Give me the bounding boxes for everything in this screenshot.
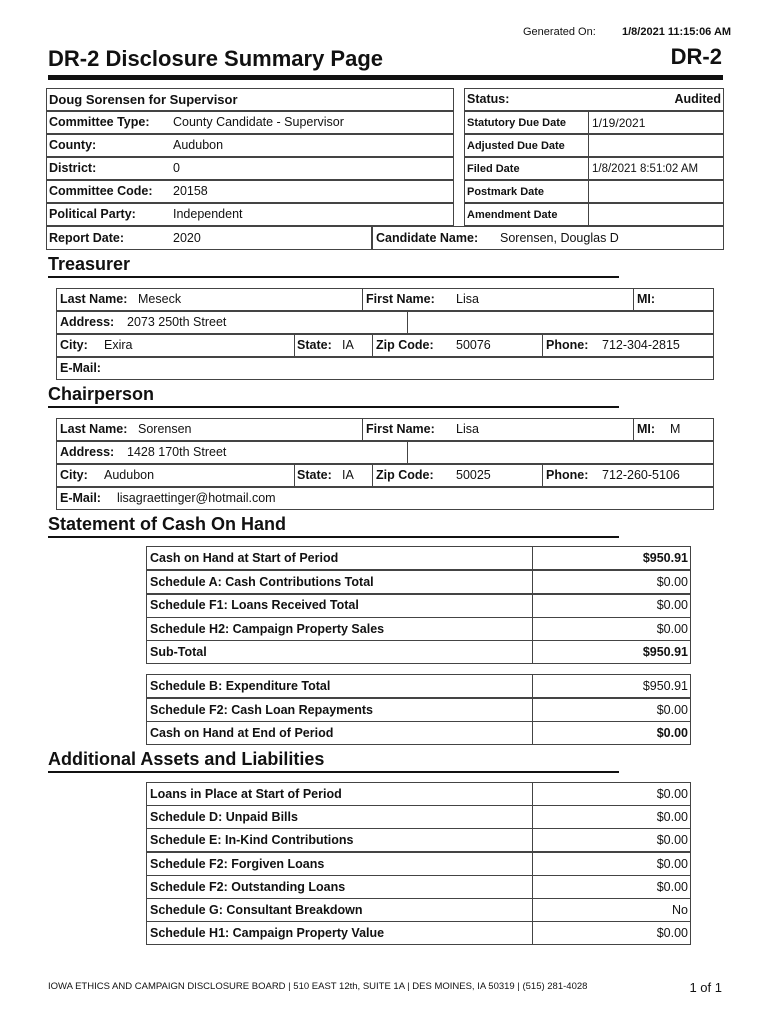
cash-heading: Statement of Cash On Hand bbox=[48, 514, 287, 534]
cash-row-value: $0.00 bbox=[656, 622, 688, 636]
treasurer-address: 2073 250th Street bbox=[127, 315, 227, 329]
filed-date-value: 1/8/2021 8:51:02 AM bbox=[592, 163, 699, 175]
page-number: 1 of 1 bbox=[689, 980, 722, 995]
form-code: DR-2 bbox=[670, 44, 722, 69]
chair-mi-label: MI: bbox=[637, 422, 656, 436]
political-party-value: Independent bbox=[173, 207, 243, 221]
chair-mi: M bbox=[670, 422, 681, 436]
county-value: Audubon bbox=[173, 138, 224, 152]
district-label: District: bbox=[49, 161, 97, 175]
chair-last-name-label: Last Name: bbox=[60, 422, 128, 436]
chair-phone: 712-260-5106 bbox=[602, 468, 680, 482]
assets-heading: Additional Assets and Liabilities bbox=[48, 749, 325, 769]
treasurer-phone: 712-304-2815 bbox=[602, 338, 680, 352]
adjusted-due-label: Adjusted Due Date bbox=[467, 140, 565, 152]
treasurer-email-label: E-Mail: bbox=[60, 361, 101, 375]
committee-name: Doug Sorensen for Supervisor bbox=[49, 92, 238, 107]
asset-row-value: $0.00 bbox=[656, 857, 688, 871]
amendment-date-label: Amendment Date bbox=[467, 209, 558, 221]
treasurer-zip: 50076 bbox=[456, 338, 491, 352]
district-value: 0 bbox=[173, 161, 180, 175]
asset-row-value: $0.00 bbox=[656, 787, 688, 801]
asset-row: Schedule E: In-Kind Contributions bbox=[150, 833, 354, 847]
postmark-date-label: Postmark Date bbox=[467, 186, 545, 198]
asset-row-value: $0.00 bbox=[656, 926, 688, 940]
title-rule bbox=[48, 75, 723, 80]
cash-row-value: $950.91 bbox=[642, 551, 688, 565]
cash-row: Schedule B: Expenditure Total bbox=[150, 679, 331, 693]
candidate-name-value: Sorensen, Douglas D bbox=[500, 231, 619, 245]
treasurer-city: Exira bbox=[104, 338, 133, 352]
committee-type-value: County Candidate - Supervisor bbox=[173, 115, 344, 129]
status-label: Status: bbox=[467, 92, 510, 106]
statutory-due-label: Statutory Due Date bbox=[467, 117, 567, 129]
report-date-value: 2020 bbox=[173, 231, 201, 245]
cash-row-value: $950.91 bbox=[642, 645, 688, 659]
treasurer-state-label: State: bbox=[297, 338, 332, 352]
asset-row-value: No bbox=[672, 903, 688, 917]
chair-address: 1428 170th Street bbox=[127, 445, 227, 459]
asset-row: Schedule D: Unpaid Bills bbox=[150, 810, 298, 824]
treasurer-rule bbox=[48, 276, 619, 278]
treasurer-state: IA bbox=[342, 338, 354, 352]
filed-date-label: Filed Date bbox=[467, 163, 520, 175]
treasurer-heading: Treasurer bbox=[48, 254, 131, 274]
county-label: County: bbox=[49, 138, 97, 152]
asset-row-value: $0.00 bbox=[656, 833, 688, 847]
asset-row: Schedule H1: Campaign Property Value bbox=[150, 926, 385, 940]
cash-row-value: $950.91 bbox=[642, 679, 688, 693]
chair-last-name: Sorensen bbox=[138, 422, 192, 436]
candidate-name-label: Candidate Name: bbox=[376, 231, 479, 245]
chair-email-label: E-Mail: bbox=[60, 491, 101, 505]
cash-row: Schedule F1: Loans Received Total bbox=[150, 598, 359, 612]
treasurer-phone-label: Phone: bbox=[546, 338, 589, 352]
chair-zip: 50025 bbox=[456, 468, 491, 482]
treasurer-last-name-label: Last Name: bbox=[60, 292, 128, 306]
cash-row-value: $0.00 bbox=[656, 703, 688, 717]
report-date-label: Report Date: bbox=[49, 231, 125, 245]
cash-row: Schedule F2: Cash Loan Repayments bbox=[150, 703, 373, 717]
chairperson-rule bbox=[48, 406, 619, 408]
asset-row: Schedule G: Consultant Breakdown bbox=[150, 903, 363, 917]
chair-city: Audubon bbox=[104, 468, 155, 482]
asset-row: Schedule F2: Outstanding Loans bbox=[150, 880, 346, 894]
treasurer-first-name: Lisa bbox=[456, 292, 479, 306]
generated-on-label: Generated On: bbox=[523, 26, 596, 38]
footer-address: IOWA ETHICS AND CAMPAIGN DISCLOSURE BOARD | 510 EAST 12th, SUITE 1A | DES MOINES, IA 50319 | (515) 281-4028 bbox=[48, 981, 588, 992]
chair-phone-label: Phone: bbox=[546, 468, 589, 482]
chair-state-label: State: bbox=[297, 468, 332, 482]
asset-row-value: $0.00 bbox=[656, 880, 688, 894]
cash-rule bbox=[48, 536, 619, 538]
chair-address-label: Address: bbox=[60, 445, 115, 459]
asset-row: Loans in Place at Start of Period bbox=[150, 787, 342, 801]
cash-row-value: $0.00 bbox=[656, 598, 688, 612]
chair-first-name: Lisa bbox=[456, 422, 479, 436]
political-party-label: Political Party: bbox=[49, 207, 136, 221]
treasurer-address-label: Address: bbox=[60, 315, 115, 329]
page-title: DR-2 Disclosure Summary Page bbox=[48, 46, 384, 71]
cash-row: Cash on Hand at End of Period bbox=[150, 726, 334, 740]
treasurer-zip-label: Zip Code: bbox=[376, 338, 434, 352]
chair-email: lisagraettinger@hotmail.com bbox=[117, 491, 276, 505]
treasurer-mi-label: MI: bbox=[637, 292, 656, 306]
cash-row: Schedule A: Cash Contributions Total bbox=[150, 575, 374, 589]
chairperson-heading: Chairperson bbox=[48, 384, 155, 404]
cash-row: Sub-Total bbox=[150, 645, 207, 659]
chair-first-name-label: First Name: bbox=[366, 422, 435, 436]
cash-row-value: $0.00 bbox=[656, 726, 688, 740]
cash-row-value: $0.00 bbox=[656, 575, 688, 589]
chair-city-label: City: bbox=[60, 468, 88, 482]
committee-code-label: Committee Code: bbox=[49, 184, 153, 198]
treasurer-city-label: City: bbox=[60, 338, 88, 352]
treasurer-last-name: Meseck bbox=[138, 292, 182, 306]
asset-row: Schedule F2: Forgiven Loans bbox=[150, 857, 325, 871]
treasurer-first-name-label: First Name: bbox=[366, 292, 435, 306]
asset-row-value: $0.00 bbox=[656, 810, 688, 824]
generated-on-value: 1/8/2021 11:15:06 AM bbox=[622, 26, 732, 38]
cash-row: Schedule H2: Campaign Property Sales bbox=[150, 622, 385, 636]
assets-rule bbox=[48, 771, 619, 773]
statutory-due-value: 1/19/2021 bbox=[592, 116, 646, 130]
committee-type-label: Committee Type: bbox=[49, 115, 150, 129]
status-value: Audited bbox=[674, 92, 721, 106]
chair-zip-label: Zip Code: bbox=[376, 468, 434, 482]
chair-state: IA bbox=[342, 468, 354, 482]
committee-code-value: 20158 bbox=[173, 184, 208, 198]
cash-row: Cash on Hand at Start of Period bbox=[150, 551, 339, 565]
